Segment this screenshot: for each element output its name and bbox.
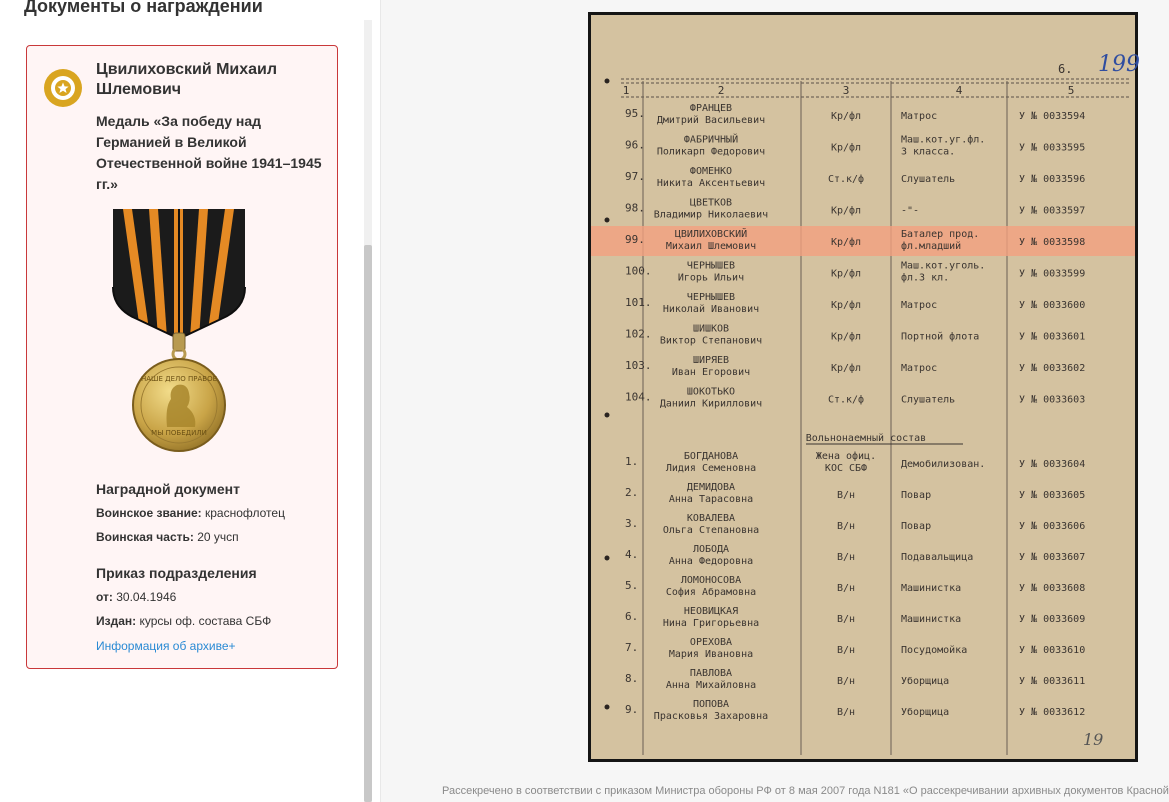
scan-row-surname: ЦВЕТКОВ (689, 197, 733, 209)
scan-row-rank: В/н (836, 707, 856, 718)
scan-row-number: 101. (625, 296, 652, 309)
scan-row-given-name: Анна Михайловна (665, 680, 757, 691)
scan-column-header: 3 (842, 84, 850, 97)
medal-inscription-bottom: МЫ ПОБЕДИЛИ (151, 429, 207, 437)
rank-row (96, 505, 336, 521)
scan-row-given-name: Нина Григорьевна (662, 618, 760, 629)
binder-hole (605, 413, 610, 418)
scan-row-number: 9. (625, 703, 639, 716)
scan-row-certificate: У № 0033603 (1019, 394, 1086, 406)
order-date-row (96, 589, 336, 605)
scan-row-certificate: У № 0033597 (1019, 205, 1086, 217)
binder-hole (605, 705, 610, 710)
scan-folio-bottom: 19 (1083, 730, 1104, 749)
scan-row-given-name: Николай Иванович (662, 304, 760, 315)
scan-row-rank: Кр/фл (830, 300, 862, 311)
panel-scrollbar-thumb[interactable] (364, 245, 372, 802)
scan-row-number: 4. (625, 548, 639, 561)
scan-row-post: Повар (901, 521, 932, 532)
scan-row-certificate: У № 0033602 (1019, 363, 1086, 374)
scan-row-surname: ФАБРИЧНЫЙ (683, 134, 739, 146)
scan-row-surname: ЧЕРНЫШЕВ (686, 260, 736, 272)
scan-row-rank: В/н (836, 552, 856, 563)
document-scan-table (591, 15, 1140, 759)
scan-row-post: Матрос (901, 300, 938, 311)
scan-row-surname: КОВАЛЕВА (686, 513, 736, 524)
award-card (26, 45, 338, 669)
scan-row-given-name: София Абрамовна (665, 587, 757, 598)
medal-badge-icon (43, 68, 83, 108)
scan-row-surname: БОГДАНОВА (683, 451, 739, 462)
scan-page-number: 6. (1058, 62, 1073, 76)
scan-row-certificate: У № 0033610 (1019, 645, 1086, 656)
scan-column-header: 1 (622, 84, 630, 97)
scan-section-label: Вольнонаемный состав (805, 433, 927, 444)
scan-row-certificate: У № 0033600 (1019, 300, 1086, 311)
scan-row-given-name: Игорь Ильич (677, 272, 745, 284)
scan-row-number: 8. (625, 672, 639, 685)
award-document-block (96, 481, 336, 553)
scan-row-given-name: Анна Тарасовна (668, 494, 754, 505)
medal-image (109, 209, 249, 454)
scan-row-given-name: Мария Ивановна (668, 649, 754, 660)
scan-table-row (591, 226, 1135, 256)
section-title: Документы о награждении (24, 0, 263, 16)
scan-row-number: 98. (625, 201, 645, 215)
scan-row-post: фл.младший (901, 241, 962, 252)
scan-row-certificate: У № 0033599 (1019, 268, 1086, 280)
scan-row-post: Демобилизован. (901, 459, 986, 470)
scan-row-certificate: У № 0033596 (1019, 174, 1086, 185)
scan-row-certificate: У № 0033595 (1019, 142, 1086, 154)
binder-hole (605, 218, 610, 223)
scan-row-rank: В/н (836, 676, 856, 687)
scan-row-rank: Кр/фл (830, 268, 862, 280)
scan-row-post: Слушатель (901, 394, 956, 406)
scan-row-post: Матрос (901, 363, 938, 374)
scan-row-post: 3 класса. (901, 146, 956, 158)
scan-row-surname: ЛОБОДА (692, 544, 730, 555)
scan-row-surname: НЕОВИЦКАЯ (683, 606, 739, 617)
scan-row-rank: Кр/фл (830, 363, 862, 374)
order-date-value: 30.04.1946 (116, 590, 177, 604)
scan-row-post: Повар (901, 490, 932, 501)
scan-row-number: 2. (625, 486, 639, 499)
scan-row-post: Подавальщица (901, 552, 974, 563)
award-document-heading: Наградной документ (96, 481, 240, 497)
award-name: Медаль «За победу над Германией в Великой Отечественной войне 1941–1945 гг.» (96, 113, 322, 192)
scan-row-rank: Кр/фл (830, 237, 862, 248)
scan-row-number: 96. (625, 138, 645, 152)
order-issuer-label: Издан: (96, 614, 137, 628)
scan-row-certificate: У № 0033605 (1019, 490, 1086, 501)
unit-row (96, 529, 336, 545)
scan-row-number: 3. (625, 517, 639, 530)
scan-row-given-name: Михаил Шлемович (665, 241, 757, 252)
scan-row-number: 99. (625, 233, 645, 246)
scan-row-rank: В/н (836, 583, 856, 594)
scan-row-given-name: Виктор Степанович (659, 335, 763, 347)
scan-row-surname: ФОМЕНКО (689, 166, 733, 177)
person-name: Цвилиховский Михаил Шлемович (96, 61, 278, 98)
scan-row-rank: Жена офиц. (815, 451, 877, 462)
binder-hole (605, 556, 610, 561)
scan-row-certificate: У № 0033604 (1019, 459, 1086, 470)
unit-label: Воинская часть: (96, 530, 194, 544)
scan-row-rank: Кр/фл (830, 205, 862, 217)
scan-column-header: 4 (955, 84, 963, 97)
medal-inscription-top: НАШЕ ДЕЛО ПРАВОЕ (140, 375, 218, 383)
scan-row-given-name: Прасковья Захаровна (653, 711, 769, 722)
scan-row-certificate: У № 0033607 (1019, 552, 1086, 563)
scan-row-post: Уборщица (901, 707, 950, 718)
rank-label: Воинское звание: (96, 506, 202, 520)
scan-row-post: фл.3 кл. (901, 272, 950, 284)
scan-row-certificate: У № 0033606 (1019, 521, 1086, 532)
scan-row-given-name: Иван Егорович (671, 367, 751, 378)
scan-row-post: Машинистка (901, 614, 962, 625)
scan-row-post: Баталер прод. (901, 229, 980, 240)
declassification-note: Рассекречено в соответствии с приказом Министра обороны РФ от 8 мая 2007 года N181 «О рассекречивании архивных документов Красной (442, 785, 1169, 797)
scan-row-post: Маш.кот.уголь. (901, 260, 986, 272)
scan-row-surname: ЧЕРНЫШЕВ (686, 292, 736, 303)
scan-row-certificate: У № 0033612 (1019, 707, 1086, 718)
scan-row-rank: Кр/фл (830, 111, 862, 122)
binder-hole (605, 79, 610, 84)
scan-row-given-name: Анна Федоровна (668, 556, 754, 567)
archive-info-link[interactable]: Информация об архиве+ (96, 639, 236, 653)
scan-row-surname: ЛОМОНОСОВА (680, 575, 742, 586)
scan-row-number: 6. (625, 610, 639, 623)
scan-row-number: 100. (625, 264, 652, 278)
scan-row-number: 1. (625, 455, 639, 468)
scan-row-post: Уборщица (901, 676, 950, 687)
scan-row-given-name: Поликарп Федорович (656, 146, 766, 158)
scan-row-given-name: Никита Аксентьевич (656, 178, 766, 189)
scan-row-rank: В/н (836, 614, 856, 625)
order-issuer-row (96, 613, 336, 629)
scan-row-surname: ШИШКОВ (692, 323, 730, 335)
scan-row-rank: В/н (836, 521, 856, 532)
scan-row-surname: ФРАНЦЕВ (689, 103, 733, 114)
scan-row-surname: ЦВИЛИХОВСКИЙ (674, 229, 748, 240)
order-date-label: от: (96, 590, 113, 604)
unit-value: 20 учсп (197, 530, 239, 544)
scan-row-rank: Ст.к/ф (827, 394, 865, 406)
scan-row-given-name: Даниил Кириллович (659, 398, 763, 410)
scan-row-number: 7. (625, 641, 639, 654)
scan-row-post: Слушатель (901, 174, 956, 185)
scan-row-surname: ПОПОВА (692, 699, 730, 710)
scan-row-number: 5. (625, 579, 639, 592)
scan-column-header: 2 (717, 84, 725, 97)
scan-row-number: 104. (625, 390, 652, 404)
scan-row-number: 97. (625, 170, 645, 183)
scan-row-certificate: У № 0033611 (1019, 676, 1086, 687)
scan-row-number: 103. (625, 359, 652, 372)
scan-row-surname: ШОКОТЬКО (686, 386, 736, 398)
scan-row-given-name: Дмитрий Васильевич (656, 115, 766, 126)
scan-row-post: Портной флота (901, 331, 980, 343)
scan-column-header: 5 (1067, 84, 1075, 97)
scan-row-given-name: Ольга Степановна (662, 525, 760, 536)
scan-row-surname: ДЕМИДОВА (686, 482, 736, 493)
scan-row-certificate: У № 0033609 (1019, 614, 1086, 625)
scan-row-rank: В/н (836, 645, 856, 656)
scan-row-post: Машинистка (901, 583, 962, 594)
scan-row-post: -"- (901, 205, 920, 217)
scan-row-certificate: У № 0033601 (1019, 331, 1086, 343)
scan-row-surname: ОРЕХОВА (689, 637, 733, 648)
scan-row-certificate: У № 0033598 (1019, 237, 1086, 248)
scan-row-post: Посудомойка (901, 645, 968, 656)
order-heading: Приказ подразделения (96, 565, 257, 581)
award-panel (0, 0, 381, 802)
scan-row-rank: Кр/фл (830, 331, 862, 343)
scan-row-post: Матрос (901, 111, 938, 122)
scan-row-rank: КОС СБФ (824, 463, 868, 474)
scan-row-surname: ПАВЛОВА (689, 668, 733, 679)
scan-row-number: 95. (625, 107, 645, 120)
scan-row-given-name: Лидия Семеновна (665, 463, 757, 474)
scan-row-surname: ШИРЯЕВ (692, 355, 730, 366)
order-block (96, 565, 336, 655)
scan-row-rank: Кр/фл (830, 142, 862, 154)
order-issuer-value: курсы оф. состава СБФ (139, 614, 272, 628)
scan-row-rank: Ст.к/ф (827, 174, 865, 185)
rank-value: краснофлотец (204, 506, 285, 520)
scan-row-post: Маш.кот.уг.фл. (901, 134, 986, 146)
scan-row-number: 102. (625, 327, 652, 341)
scan-folio-number: 199 (1098, 52, 1140, 77)
document-scan-viewer[interactable] (588, 12, 1138, 762)
document-scan-page (591, 15, 1140, 759)
scan-row-certificate: У № 0033608 (1019, 583, 1086, 594)
scan-row-certificate: У № 0033594 (1019, 111, 1086, 122)
scan-row-rank: В/н (836, 490, 856, 501)
scan-row-given-name: Владимир Николаевич (653, 209, 769, 221)
